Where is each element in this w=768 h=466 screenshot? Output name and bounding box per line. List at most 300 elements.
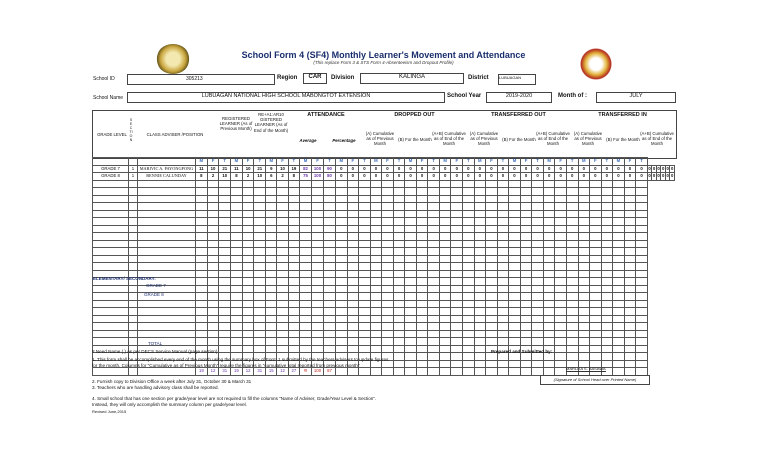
grid-cell [532, 285, 544, 293]
do-cum-prev: (A) Cumulative as of Previous Month [365, 131, 395, 147]
grid-cell [624, 203, 636, 211]
signatory-caption: (Signature of School Head over Printed Name) [540, 375, 650, 385]
grid-cell [474, 338, 486, 346]
grid-cell [497, 180, 509, 188]
grid-cell [393, 315, 405, 323]
guidelines-title: # Need Name ( ) as per DECS Service Manual (page section) [92, 349, 218, 354]
grid-cell [288, 323, 299, 331]
grid-cell [497, 255, 509, 263]
grid-cell [636, 188, 648, 196]
guideline-4b: Instead, they will only accomplish the summary column per grade/year level. [92, 402, 247, 407]
grid-cell [138, 203, 196, 211]
row-value: 0 [613, 165, 625, 173]
grid-cell [393, 338, 405, 346]
grid-cell [428, 188, 440, 196]
grid-cell [463, 233, 475, 241]
table-row [93, 165, 675, 173]
grid-cell [231, 203, 243, 211]
grid-cell [312, 338, 324, 346]
grid-cell [405, 323, 417, 331]
grid-cell [347, 210, 359, 218]
grid-cell [613, 180, 625, 188]
grid-cell [532, 293, 544, 301]
region-label: Region [277, 75, 298, 81]
grid-cell [416, 203, 428, 211]
grid-cell [347, 300, 359, 308]
empty-row [93, 308, 675, 316]
grid-cell [636, 248, 648, 256]
grid-cell [474, 188, 486, 196]
grid-cell [207, 210, 219, 218]
row-value: 2 [207, 173, 219, 181]
grid-cell [347, 225, 359, 233]
row-value: 0 [336, 173, 348, 181]
grid-cell [393, 203, 405, 211]
grid-cell [300, 263, 312, 271]
grid-cell [312, 308, 324, 316]
grid-cell [277, 218, 288, 226]
grid-cell [382, 270, 394, 278]
grid-cell [359, 248, 371, 256]
grid-cell [219, 233, 231, 241]
grid-cell [590, 315, 602, 323]
total-value: 31 [219, 368, 231, 376]
grid-cell [93, 203, 129, 211]
grid-cell [613, 323, 625, 331]
grid-cell [636, 210, 648, 218]
grid-cell [138, 188, 196, 196]
grid-cell [613, 368, 625, 376]
grid-cell [613, 338, 625, 346]
row-value: 0 [382, 165, 394, 173]
row-value: 0 [532, 165, 544, 173]
grid-cell [601, 300, 613, 308]
grid-cell [555, 323, 567, 331]
row-value: 0 [509, 165, 521, 173]
grid-cell [428, 263, 440, 271]
mft-label: M [439, 158, 451, 166]
grid-cell [451, 345, 463, 353]
empty-row [93, 270, 675, 278]
grid-cell [543, 195, 555, 203]
row-value: 0 [428, 165, 440, 173]
grid-cell [231, 293, 243, 301]
grid-cell [93, 158, 129, 166]
movement-table [92, 157, 675, 376]
row-value: 0 [520, 165, 532, 173]
guideline-1b: for the month. Columns for "Cumulative as of Previous Month" require the figures in "cumulative total reported from previous month" [92, 363, 360, 368]
grid-cell [463, 315, 475, 323]
row-value: 0 [463, 173, 475, 181]
grid-cell [428, 270, 440, 278]
grid-cell [93, 330, 129, 338]
grid-cell [497, 188, 509, 196]
grid-cell [613, 225, 625, 233]
grid-cell [613, 308, 625, 316]
grid-cell [509, 315, 521, 323]
grid-cell [231, 218, 243, 226]
grid-cell [370, 368, 382, 376]
grid-cell [405, 180, 417, 188]
grid-cell [324, 255, 336, 263]
grid-cell [601, 308, 613, 316]
grid-cell [277, 203, 288, 211]
mft-label: T [601, 158, 613, 166]
grid-cell [463, 270, 475, 278]
mft-label: M [231, 158, 243, 166]
grid-cell [624, 315, 636, 323]
grid-cell [463, 180, 475, 188]
row-value: 10 [219, 173, 231, 181]
row-value: 10 [242, 165, 254, 173]
grid-cell [463, 300, 475, 308]
grid-cell [405, 353, 417, 361]
grid-cell [474, 263, 486, 271]
grid-cell [578, 270, 590, 278]
grid-cell [543, 188, 555, 196]
grid-cell [312, 203, 324, 211]
mft-label: F [486, 158, 498, 166]
grid-cell [382, 293, 394, 301]
grid-cell [555, 263, 567, 271]
grid-cell [196, 300, 208, 308]
grid-cell [129, 368, 138, 376]
grid-cell [242, 285, 254, 293]
grid-cell [543, 270, 555, 278]
grid-cell [207, 308, 219, 316]
grid-cell [129, 330, 138, 338]
grid-cell [288, 315, 299, 323]
grid-cell [486, 285, 498, 293]
grid-cell [636, 300, 648, 308]
grid-cell [207, 233, 219, 241]
row-value: 0 [601, 165, 613, 173]
grid-cell [370, 210, 382, 218]
grid-cell [324, 278, 336, 286]
grid-cell [601, 345, 613, 353]
grid-cell [509, 308, 521, 316]
grid-cell [613, 255, 625, 263]
grid-cell [359, 278, 371, 286]
grid-cell [601, 225, 613, 233]
grid-cell [324, 270, 336, 278]
grid-cell [393, 353, 405, 361]
row-value: 0 [652, 173, 656, 179]
grid-cell [509, 210, 521, 218]
grid-cell [93, 233, 129, 241]
grid-cell [312, 293, 324, 301]
grid-cell [543, 323, 555, 331]
mft-label: F [555, 158, 567, 166]
grid-cell [300, 293, 312, 301]
grid-cell [242, 210, 254, 218]
grid-cell [543, 203, 555, 211]
grid-cell [347, 203, 359, 211]
grid-cell [254, 308, 266, 316]
grid-cell [509, 360, 521, 368]
grid-cell [370, 195, 382, 203]
grid-cell [277, 300, 288, 308]
grid-cell [393, 368, 405, 376]
grid-cell [242, 300, 254, 308]
grid-cell [474, 345, 486, 353]
dropped-out-header: DROPPED OUT [394, 112, 435, 118]
grid-cell [370, 225, 382, 233]
grid-cell [566, 180, 578, 188]
grid-cell [266, 278, 277, 286]
row-value: 21 [254, 165, 266, 173]
row-value: 0 [624, 165, 636, 173]
grid-cell [359, 195, 371, 203]
grid-cell [578, 255, 590, 263]
grid-cell [93, 263, 129, 271]
grid-cell [497, 338, 509, 346]
grid-cell [636, 225, 648, 233]
grid-cell [129, 300, 138, 308]
grid-cell [463, 218, 475, 226]
grid-cell [359, 285, 371, 293]
grid-cell [428, 293, 440, 301]
grid-cell [219, 180, 231, 188]
grid-cell [566, 278, 578, 286]
row-value: 0 [652, 165, 656, 171]
grid-cell [254, 180, 266, 188]
grid-cell [590, 353, 602, 361]
grid-cell [636, 285, 648, 293]
row-value: 8 [231, 173, 243, 181]
grid-cell [266, 233, 277, 241]
grid-cell [624, 323, 636, 331]
empty-row [93, 278, 675, 286]
grid-cell [277, 315, 288, 323]
grid-cell [207, 218, 219, 226]
grid-cell [405, 270, 417, 278]
grid-cell [578, 308, 590, 316]
grid-cell [242, 338, 254, 346]
mft-label: T [359, 158, 371, 166]
grid-cell [566, 225, 578, 233]
grid-cell [624, 225, 636, 233]
ti-for-month: (B) For the Month [606, 137, 640, 142]
grid-cell [590, 233, 602, 241]
grid-cell [254, 255, 266, 263]
grid-cell [428, 285, 440, 293]
grid-cell [277, 338, 288, 346]
revised-date: Revised June,2015 [92, 409, 127, 414]
grid-cell [497, 315, 509, 323]
grid-cell [520, 188, 532, 196]
grid-cell [566, 218, 578, 226]
grid-cell [601, 278, 613, 286]
grid-cell [300, 323, 312, 331]
grid-cell [474, 330, 486, 338]
grid-cell [370, 248, 382, 256]
grid-cell [428, 368, 440, 376]
grid-cell [300, 345, 312, 353]
grid-cell [624, 338, 636, 346]
grid-cell [324, 210, 336, 218]
row-value: 0 [671, 165, 674, 171]
grid-cell [532, 263, 544, 271]
empty-row [93, 225, 675, 233]
grid-cell [451, 233, 463, 241]
grid-cell [613, 345, 625, 353]
grid-cell [196, 315, 208, 323]
grid-cell [242, 263, 254, 271]
grid-cell [336, 323, 348, 331]
grid-cell [520, 315, 532, 323]
grid-cell [416, 225, 428, 233]
grid-cell [231, 225, 243, 233]
grid-cell [231, 323, 243, 331]
section-header: SECTION [129, 118, 133, 142]
row-value: 0 [648, 173, 651, 179]
grid-cell [428, 218, 440, 226]
row-grade: GRADE 8 [93, 173, 129, 181]
grid-cell [324, 180, 336, 188]
grid-cell [254, 195, 266, 203]
grid-cell [359, 368, 371, 376]
grid-cell [439, 233, 451, 241]
grid-cell [439, 195, 451, 203]
grid-cell [393, 300, 405, 308]
mft-label: F [277, 158, 288, 166]
grid-cell [590, 285, 602, 293]
grid-cell [242, 278, 254, 286]
grid-cell [324, 300, 336, 308]
grid-cell [207, 203, 219, 211]
grid-cell [613, 263, 625, 271]
grid-cell [543, 308, 555, 316]
grid-cell [288, 225, 299, 233]
grid-cell [277, 248, 288, 256]
grid-cell [613, 315, 625, 323]
row-grade: GRADE 7 [93, 165, 129, 173]
grid-cell [624, 308, 636, 316]
grid-cell [555, 338, 567, 346]
row-value: 0 [347, 173, 359, 181]
grid-cell [497, 360, 509, 368]
grid-cell [312, 188, 324, 196]
row-value: 10 [207, 165, 219, 173]
grid-cell [601, 285, 613, 293]
grid-cell [497, 270, 509, 278]
empty-row [93, 210, 675, 218]
grid-cell [336, 210, 348, 218]
grid-cell [532, 203, 544, 211]
total-value: 100 [312, 368, 324, 376]
grid-cell [555, 293, 567, 301]
grid-cell [451, 255, 463, 263]
grid-cell [520, 263, 532, 271]
grid-cell [439, 248, 451, 256]
grid-cell [382, 255, 394, 263]
grid-cell [416, 353, 428, 361]
grid-cell [590, 188, 602, 196]
grid-cell [382, 330, 394, 338]
grid-cell [428, 353, 440, 361]
grid-cell [416, 248, 428, 256]
grid-cell [636, 278, 648, 286]
mft-label: T [532, 158, 544, 166]
grid-cell [347, 248, 359, 256]
grid-cell [93, 195, 129, 203]
grid-cell [196, 195, 208, 203]
grid-cell [219, 240, 231, 248]
grid-cell [543, 293, 555, 301]
grid-cell [578, 300, 590, 308]
grid-cell [393, 330, 405, 338]
grid-cell [288, 345, 299, 353]
grid-cell [416, 330, 428, 338]
grid-cell [624, 330, 636, 338]
grid-cell [532, 240, 544, 248]
grid-cell [324, 225, 336, 233]
grid-cell [254, 210, 266, 218]
grid-cell [474, 323, 486, 331]
row-value: 100 [312, 173, 324, 181]
mft-label: T [463, 158, 475, 166]
grid-cell [578, 315, 590, 323]
grid-cell [463, 225, 475, 233]
grid-cell [382, 218, 394, 226]
grid-cell [555, 270, 567, 278]
grid-cell [416, 345, 428, 353]
grid-cell [370, 308, 382, 316]
grid-cell [231, 315, 243, 323]
grid-cell [590, 270, 602, 278]
grid-cell [138, 368, 196, 376]
row-value: 0 [370, 165, 382, 173]
grid-cell [129, 158, 138, 166]
grid-cell [370, 188, 382, 196]
grid-cell [532, 248, 544, 256]
grid-cell [359, 255, 371, 263]
grid-cell [451, 360, 463, 368]
grid-cell [312, 210, 324, 218]
grid-cell [474, 218, 486, 226]
grid-cell [196, 338, 208, 346]
grid-cell [578, 285, 590, 293]
grid-cell [439, 308, 451, 316]
grid-cell [636, 308, 648, 316]
grid-cell [370, 293, 382, 301]
mft-label: F [416, 158, 428, 166]
grid-cell [601, 188, 613, 196]
grid-cell [405, 233, 417, 241]
grid-cell [359, 270, 371, 278]
grid-cell [129, 240, 138, 248]
row-value: 0 [347, 165, 359, 173]
grid-cell [543, 218, 555, 226]
grid-cell [336, 255, 348, 263]
grid-cell [636, 180, 648, 188]
grid-cell [520, 330, 532, 338]
total-value: 31 [254, 368, 266, 376]
grid-cell [520, 195, 532, 203]
grid-cell [601, 255, 613, 263]
grid-cell [555, 203, 567, 211]
empty-row [93, 315, 675, 323]
grid-cell [393, 278, 405, 286]
grid-cell [219, 285, 231, 293]
grid-cell [451, 293, 463, 301]
mft-label: T [566, 158, 578, 166]
grid-cell [474, 278, 486, 286]
grid-cell [624, 233, 636, 241]
grid-cell [428, 300, 440, 308]
grid-cell [555, 345, 567, 353]
